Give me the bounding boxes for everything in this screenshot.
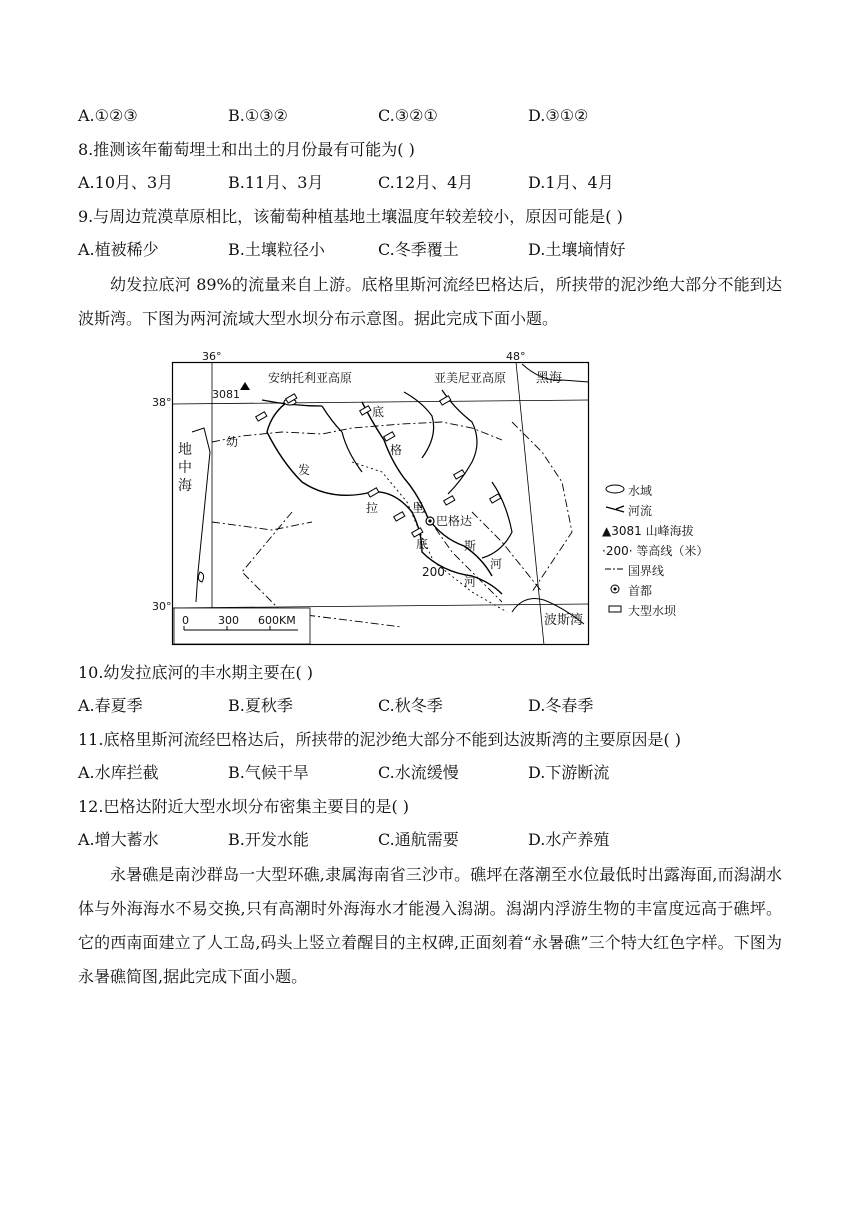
q9-option-d: D.土壤墒情好 [528,240,626,259]
scale-label-0: 0 [182,614,189,627]
contour-label: 200 [422,565,445,579]
q9-stem: 9.与周边荒漠草原相比，该葡萄种植基地土壤温度年较差较小，原因可能是( ) [78,207,623,226]
mediterranean-char: 海 [178,478,192,494]
scale-label-300: 300 [218,614,239,627]
tigris-char-1: 底 [372,405,385,419]
euphrates-char-5: 河 [464,575,477,589]
q8-option-c: C.12月、4月 [378,173,474,192]
q9-option-c: C.冬季覆土 [378,240,459,259]
q8-stem: 8.推测该年葡萄埋土和出土的月份最有可能为( ) [78,140,415,159]
passage-yongshu-reef: 永暑礁是南沙群岛一大型环礁,隶属海南省三沙市。礁坪在落潮至水位最低时出露海面,而潟湖水体与外海海水不易交换,只有高潮时外海海水才能漫入潟湖。潟湖内浮游生物的丰富度远高于礁坪。它的西南面建立了人工岛,码头上竖立着醒目的主权碑,正面刻着“永暑礁”三个特大红色字样。下图为永暑礁简图,据此完成下面小题。 [78,865,782,986]
dam-icon [602,603,628,617]
q11-option-d: D.下游断流 [528,763,610,782]
legend-item-capital: 首都 [602,580,708,600]
q12-option-d: D.水产养殖 [528,830,610,849]
capital-icon [602,583,628,597]
peak-elevation: 3081 [212,388,240,401]
two-rivers-dam-map [172,350,590,646]
q12-option-a: A.增大蓄水 [78,830,159,849]
border-icon [602,563,628,577]
mediterranean-char: 地 [178,442,192,458]
legend-item-peak: ▲3081 山峰海拔 [602,523,694,538]
mediterranean-label [178,441,192,494]
q12-option-c: C.通航需要 [378,830,459,849]
lat-label-38: 38° [152,396,172,409]
water-icon [602,483,628,497]
euphrates-char-3: 拉 [366,501,379,515]
q10-option-a: A.春夏季 [78,696,143,715]
q12-option-b: B.开发水能 [228,830,309,849]
q7-option-d: D.③①② [528,106,589,125]
q7-option-b: B.①③② [228,106,288,125]
q9-option-b: B.土壤粒径小 [228,240,325,259]
legend-item-contour: ·200· 等高线（米） [602,543,709,558]
tigris-char-4: 斯 [464,539,477,553]
q11-stem: 11.底格里斯河流经巴格达后，所挟带的泥沙绝大部分不能到达波斯湾的主要原因是( ) [78,730,682,749]
lon-label-48: 48° [506,350,526,363]
scale-label-600: 600KM [258,614,296,627]
legend-item-dam: 大型水坝 [602,600,708,620]
tigris-char-2: 格 [390,443,403,457]
q12-stem: 12.巴格达附近大型水坝分布密集主要目的是( ) [78,797,410,816]
q7-option-a: A.①②③ [78,106,138,125]
anatolia-label: 安纳托利亚高原 [268,371,353,385]
mediterranean-char: 中 [178,460,192,476]
q11-option-a: A.水库拦截 [78,763,159,782]
q10-option-b: B.夏秋季 [228,696,293,715]
lon-label-36: 36° [202,350,222,363]
q11-option-b: B.气候干旱 [228,763,309,782]
euphrates-char-2: 发 [298,463,311,477]
q8-option-a: A.10月、3月 [78,173,174,192]
tigris-char-3: 里 [412,501,425,515]
legend-item-border: 国界线 [602,560,708,580]
lat-label-30: 30° [152,600,172,613]
q8-option-d: D.1月、4月 [528,173,614,192]
legend-item-water: 水域 [602,480,708,500]
q10-stem: 10.幼发拉底河的丰水期主要在( ) [78,663,314,682]
q10-option-c: C.秋冬季 [378,696,443,715]
river-icon [602,503,628,517]
persian-gulf-label: 波斯湾 [544,613,584,628]
tigris-char-5: 河 [490,557,503,571]
baghdad-label: 巴格达 [436,514,473,528]
euphrates-char-1: 幼 [226,435,239,449]
q11-option-c: C.水流缓慢 [378,763,459,782]
q10-option-d: D.冬春季 [528,696,594,715]
armenia-label: 亚美尼亚高原 [434,371,507,385]
legend-item-river: 河流 [602,500,708,520]
q7-option-c: C.③②① [378,106,438,125]
map-legend [602,480,708,620]
passage-two-rivers: 幼发拉底河 89%的流量来自上游。底格里斯河流经巴格达后，所挟带的泥沙绝大部分不能到达波斯湾。下图为两河流域大型水坝分布示意图。据此完成下面小题。 [78,275,782,328]
euphrates-char-4: 底 [416,537,429,551]
black-sea-label: 黑海 [536,371,563,386]
q8-option-b: B.11月、3月 [228,173,324,192]
q9-option-a: A.植被稀少 [78,240,159,259]
